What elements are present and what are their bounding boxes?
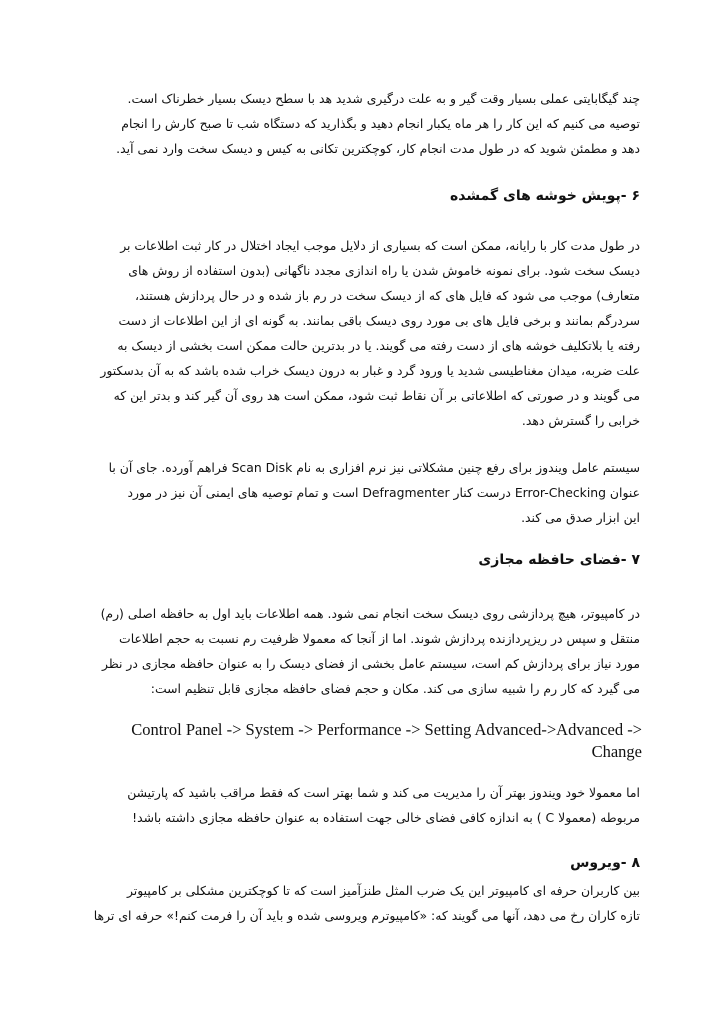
text-line: در طول مدت کار با رایانه، ممکن است که بسیاری از دلایل موجب ایجاد اختلال در کار ثبت اطلاعات بر [120,238,640,253]
text-line: منتقل و سپس در ریزپردازنده پردازش شوند. اما از آنجا که معمولا ظرفیت رم نسبت به حجم اطلاعات [119,631,640,646]
settings-path [96,719,642,763]
text-line: دهد و مطمئن شوید که در طول مدت انجام کار، کوچکترین تکانی به کیس و دیسک سخت وارد نمی آید. [116,141,640,156]
text-line: تازه کاران رخ می دهد، آنها می گویند که: «کامپیوترم ویروسی شده و باید آن را فرمت کنم!» حرفه ای ترها [93,908,640,923]
section-heading-6: ۶ -پویش خوشه های گمشده [450,188,640,204]
section8-paragraph-1 [80,878,640,928]
text-line: چند گیگابایتی عملی بسیار وقت گیر و به علت درگیری شدید هد با سطح دیسک بسیار خطرناک است. [127,91,640,106]
section6-paragraph-1 [80,233,640,433]
section7-paragraph-2 [80,780,640,830]
intro-paragraph [80,86,640,161]
settings-path-line: Control Panel -> System -> Performance -> Setting Advanced->Advanced -> [131,720,642,739]
section6-paragraph-2 [80,455,640,530]
text-line: می گویند و در صورتی که اطلاعاتی بر آن نقاط ثبت شود، ممکن است هد روی آن گیر کند و بدتر این که [113,388,640,403]
text-line: عنوان Error-Checking درست کنار Defragmenter است و تمام توصیه های ایمنی آن نیز در مورد [127,485,640,500]
section-heading-8: ۸ -ویروس [570,855,640,871]
text-line: خرابی را گسترش دهد. [521,413,640,428]
text-line: سیستم عامل ویندوز برای رفع چنین مشکلاتی نیز نرم افزاری به نام Scan Disk فراهم آورده. جای آن با [108,460,640,475]
text-line: سردرگم بمانند و برخی فایل های بی مورد روی دیسک باقی بمانند. به گونه ای از این اطلاعات از دست [118,313,640,328]
text-line: توصیه می کنیم که این کار را هر ماه یکبار انجام دهید و بگذارید که دستگاه شب تا صبح کارش را انجام [121,116,640,131]
text-line: رفته یا بلاتکلیف خوشه های از دست رفته می گویند. یا در بدترین حالت ممکن است بخشی از دیسک به [117,338,640,353]
text-line: علت ضربه، میدان مغناطیسی شدید یا ورود گرد و غبار به درون دیسک خراب شده باشد که به آن بدسکتور [100,363,640,378]
text-line: بین کاربران حرفه ای کامپیوتر این یک ضرب المثل طنزآمیز است که تا کوچکترین مشکلی بر کامپیوتر [126,883,640,898]
text-line: این ابزار صدق می کند. [521,510,640,525]
settings-path-line: Change [591,742,642,761]
text-line: دیسک سخت شود. برای نمونه خاموش شدن یا راه اندازی مجدد ناگهانی (بدون استفاده از روش های [128,263,640,278]
text-line: در کامپیوتر، هیچ پردازشی روی دیسک سخت انجام نمی شود. همه اطلاعات باید اول به حافظه اصلی (رم) [100,606,640,621]
section7-paragraph-1 [80,601,640,701]
text-line: مربوطه (معمولا C ) به اندازه کافی فضای خالی جهت استفاده به عنوان حافظه مجازی داشته باشد! [132,810,640,825]
text-line: مورد نیاز برای پردازش کم است، سیستم عامل بخشی از فضای دیسک را به عنوان حافظه مجازی در نظر [102,656,640,671]
text-line: اما معمولا خود ویندوز بهتر آن را مدیریت می کند و شما بهتر است که فقط مراقب باشید که پارتیشن [127,785,640,800]
text-line: می گیرد که کار رم را شبیه سازی می کند. مکان و حجم فضای حافظه مجازی قابل تنظیم است: [150,681,640,696]
section-heading-7: ۷ -فضای حافظه مجازی [478,552,640,568]
text-line: متعارف) موجب می شود که فایل های که از دیسک سخت در رم باز شده و در حال پردازش هستند، [134,288,640,303]
